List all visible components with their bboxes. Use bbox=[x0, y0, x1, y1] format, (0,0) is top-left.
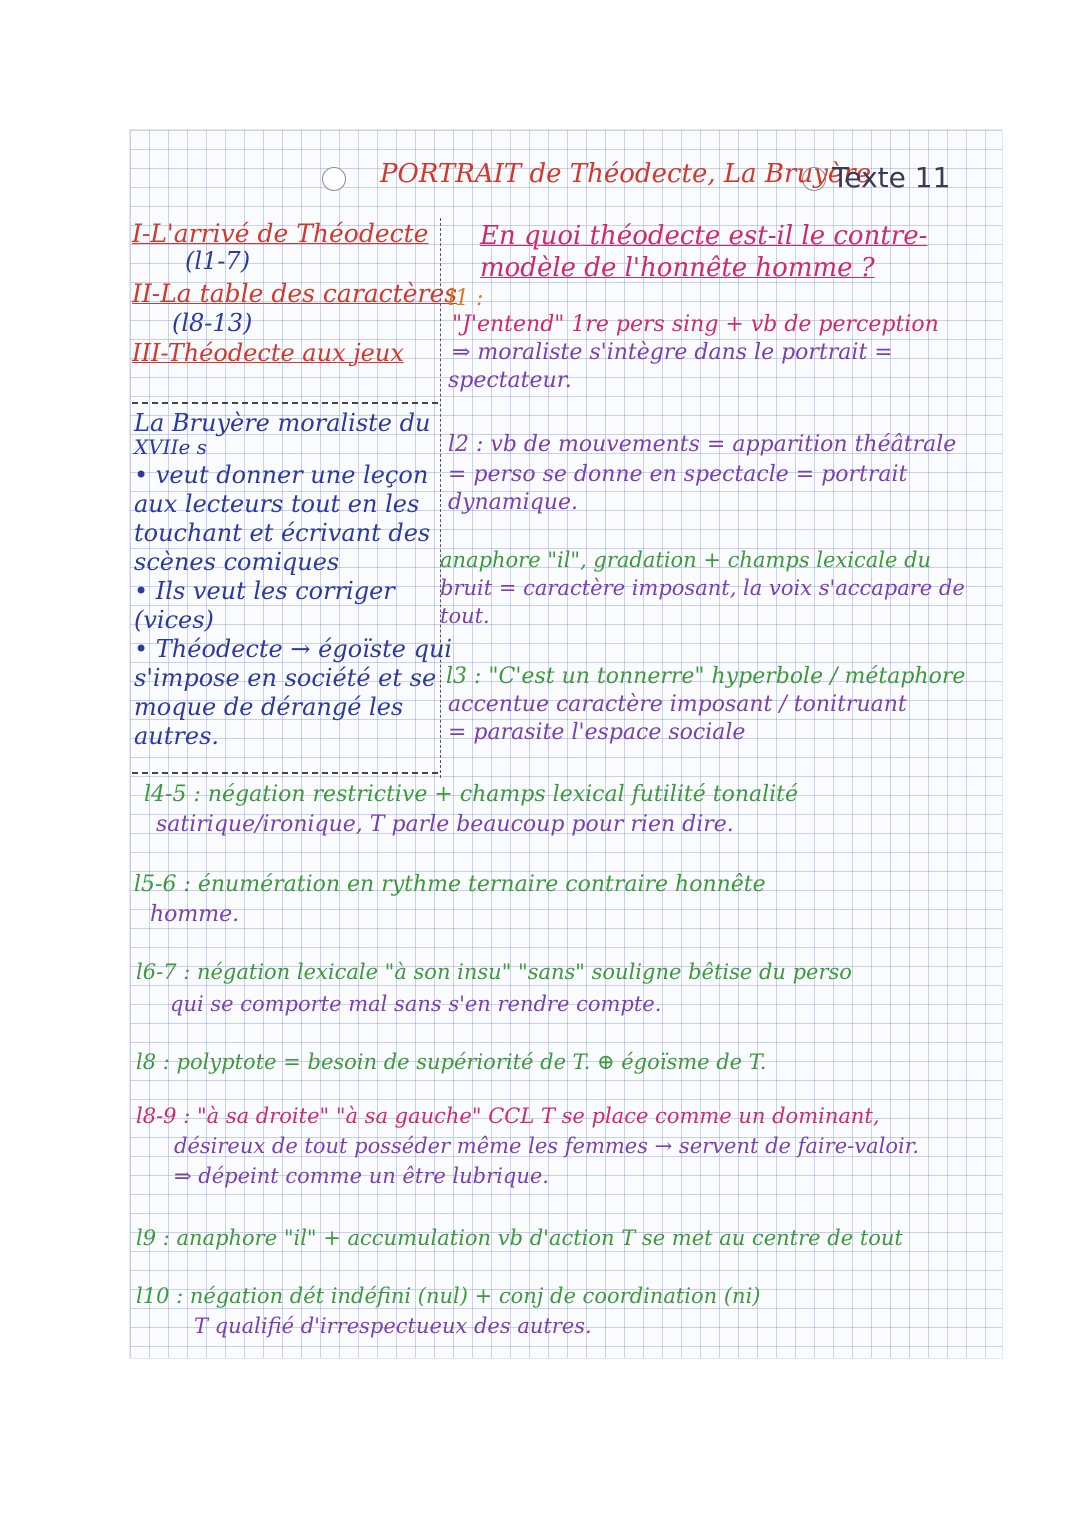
analysis-l1-c: spectateur. bbox=[448, 368, 572, 393]
plan-part-1-lines: (l1-7) bbox=[185, 247, 251, 275]
context-line-1: La Bruyère moraliste du bbox=[134, 409, 431, 437]
analysis-l2-a: l2 : vb de mouvements = apparition théâtrale bbox=[448, 432, 957, 457]
context-line-7: • Ils veut les corriger bbox=[134, 577, 395, 605]
analysis-l5-6-a: l5-6 : énumération en rythme ternaire contraire honnête bbox=[134, 872, 766, 897]
question-line-2: modèle de l'honnête homme ? bbox=[480, 253, 875, 283]
analysis-l2-b: = perso se donne en spectacle = portrait bbox=[448, 462, 908, 487]
context-line-6: scènes comiques bbox=[134, 548, 340, 576]
analysis-l2-f: tout. bbox=[440, 604, 490, 628]
plan-part-2-lines: (l8-13) bbox=[172, 309, 253, 337]
context-line-2: XVIIe s bbox=[134, 435, 207, 459]
analysis-l8-9-a: l8-9 : "à sa droite" "à sa gauche" CCL T se place comme un dominant, bbox=[136, 1104, 880, 1128]
question-line-1: En quoi théodecte est-il le contre- bbox=[480, 221, 928, 251]
analysis-l10-a: l10 : négation dét indéfini (nul) + conj de coordination (ni) bbox=[136, 1284, 761, 1308]
binder-hole-left bbox=[322, 167, 346, 191]
analysis-l1-label: l1 : bbox=[448, 286, 484, 311]
analysis-l10-b: T qualifié d'irrespectueux des autres. bbox=[194, 1314, 592, 1338]
context-line-9: • Théodecte → égoïste qui bbox=[134, 635, 453, 663]
analysis-l5-6-b: homme. bbox=[150, 902, 240, 927]
plan-part-2: II-La table des caractères bbox=[132, 279, 458, 308]
analysis-l8: l8 : polyptote = besoin de supériorité de T. ⊕ égoïsme de T. bbox=[136, 1050, 767, 1074]
title-text-number: Texte 11 bbox=[832, 161, 951, 194]
context-line-8: (vices) bbox=[134, 606, 214, 634]
analysis-l4-5-b: satirique/ironique, T parle beaucoup pour rien dire. bbox=[156, 812, 734, 837]
notebook-sheet bbox=[130, 130, 1002, 1358]
analysis-l1-b: ⇒ moraliste s'intègre dans le portrait = bbox=[452, 340, 893, 365]
column-divider bbox=[440, 218, 441, 778]
analysis-l8-9-b: désireux de tout posséder même les femmes → servent de faire-valoir. bbox=[174, 1134, 920, 1158]
analysis-l2-d: anaphore "il", gradation + champs lexicale du bbox=[440, 548, 932, 572]
context-line-12: autres. bbox=[134, 722, 220, 750]
analysis-l3-b: accentue caractère imposant / tonitruant bbox=[448, 692, 907, 717]
plan-part-3: III-Théodecte aux jeux bbox=[132, 339, 404, 367]
analysis-l1-a: "J'entend" 1re pers sing + vb de perception bbox=[452, 312, 939, 337]
left-separator-top bbox=[132, 402, 438, 404]
plan-part-1: I-L'arrivé de Théodecte bbox=[132, 219, 429, 248]
analysis-l2-c: dynamique. bbox=[448, 490, 578, 515]
analysis-l6-7-a: l6-7 : négation lexicale "à son insu" "sans" souligne bêtise du perso bbox=[136, 960, 852, 984]
analysis-l4-5-a: l4-5 : négation restrictive + champs lexical futilité tonalité bbox=[144, 782, 799, 807]
analysis-l2-e: bruit = caractère imposant, la voix s'accapare de bbox=[440, 576, 965, 600]
context-line-11: moque de dérangé les bbox=[134, 693, 404, 721]
analysis-l9: l9 : anaphore "il" + accumulation vb d'action T se met au centre de tout bbox=[136, 1226, 903, 1250]
context-line-3: • veut donner une leçon bbox=[134, 461, 429, 489]
title-main: PORTRAIT de Théodecte, La Bruyère bbox=[380, 159, 872, 189]
context-line-5: touchant et écrivant des bbox=[134, 519, 431, 547]
analysis-l3-a: l3 : "C'est un tonnerre" hyperbole / métaphore bbox=[446, 664, 966, 689]
left-separator-bottom bbox=[132, 772, 438, 774]
analysis-l8-9-c: ⇒ dépeint comme un être lubrique. bbox=[174, 1164, 549, 1188]
analysis-l6-7-b: qui se comporte mal sans s'en rendre compte. bbox=[170, 992, 662, 1016]
context-line-10: s'impose en société et se bbox=[134, 664, 437, 692]
analysis-l3-c: = parasite l'espace sociale bbox=[448, 720, 746, 745]
context-line-4: aux lecteurs tout en les bbox=[134, 490, 420, 518]
